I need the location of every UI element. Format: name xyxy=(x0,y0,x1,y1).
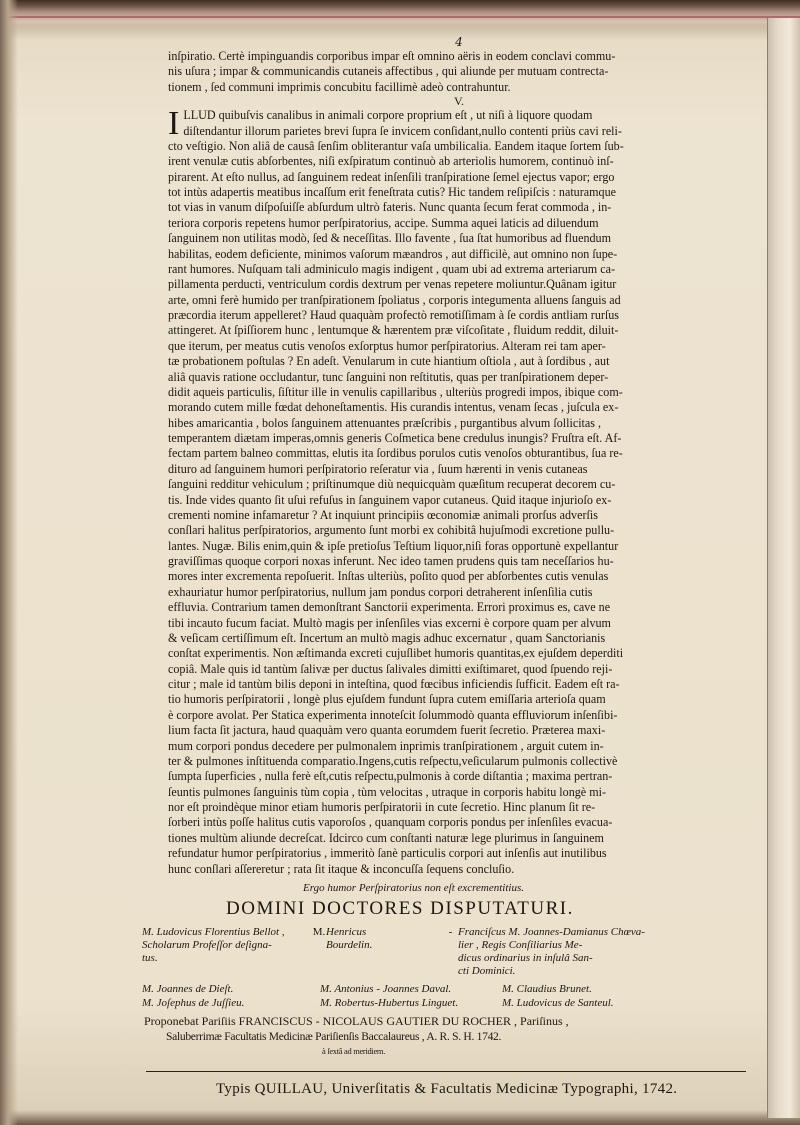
doctor-entry: M. Claudius Brunet. xyxy=(502,982,592,995)
text-line: aliâ quavis ratione occludantur, tunc ſanguini non reſtitutis, quas per tranſpirationem deper- xyxy=(168,369,609,384)
text-line: ſanguinem non utilitas modò, ſed & neceſſitas. Illo favente , ſua ſtat humoribus ad fluendum xyxy=(168,231,612,246)
doctor-prefix: M. xyxy=(312,925,326,938)
text-line: dituro ad ſanguinem humori perſpiratorio reſeratur via , ſuum hærenti in venis cutaneas xyxy=(168,461,588,476)
text-line: habilitas, eodem deficiente, minimos vaſorum mæandros , aut difficilè, aut omnino non ſupe- xyxy=(168,246,618,261)
text-line: ſumpta ſuperficies , nulla ferè eſt,cutis reſpectu,pulmonis à corde diſtantia ; maxima pertran- xyxy=(168,769,613,784)
text-line: exhauriatur humor perſpiratorius, nullum jam pondus corpori detraherent inſenſilia cutis xyxy=(168,584,593,599)
text-line: tio humoris perſpiratorii , longè plus ejuſdem fundunt ſupra cutem emiſſaria arterioſa quam xyxy=(168,692,606,707)
section-v-paragraph xyxy=(168,105,750,877)
text-line: præcordia iterum appelleret? Haud quaquàm profectò remotiſſimam à ſe cordis antliam rurſus xyxy=(168,308,620,322)
doctor-entry: Henricus Bourdelin. xyxy=(326,925,373,951)
text-line: diſtendantur illorum parietes brevi ſupra ſe invicem conſidant,nullo contenti priùs cavi reli- xyxy=(183,123,622,138)
divider-rule xyxy=(146,1071,746,1072)
disputants-heading: DOMINI DOCTORES DISPUTATURI. xyxy=(226,897,574,919)
text-line: Saluberrimæ Facultatis Medicinæ Pariſienſis Baccalaureus , A. R. S. H. 1742. xyxy=(166,1029,502,1043)
text-line: ſorberi intùs poſſe halitus cutis vaporoſos , quanquam corporis pondus per inſenſiles evacua- xyxy=(168,815,613,830)
text-line: mores inter excrementa repoſuerit. Inſtas ulteriùs, poſito quod per abſorbentes cutis venulas xyxy=(168,569,609,584)
doctor-entry: Franciſcus M. Joannes-Damianus Chœva- lier , Regis Conſiliarius Me- dicus ordinarius in inſulâ San- cti Dominici. xyxy=(458,925,645,977)
book-top-edge xyxy=(0,0,800,30)
text-line: ſeuntis pulmones ſanguinis tùm copia , tùm velocitas , utraque in corporis habitu longè mi- xyxy=(168,784,606,799)
doctor-entry: M. Robertus-Hubertus Linguet. xyxy=(320,996,459,1009)
text-line: rant humores. Nuſquam tali adminiculo magis indigent , quam ubi ad extrema arteriarum ca- xyxy=(168,261,615,276)
text-line: ter & pulmones inſtituenda comparatio.Ingens,cutis reſpectu,veſicularum pulmonis collectivè xyxy=(168,753,618,768)
book-gutter-shadow xyxy=(0,0,18,1125)
text-line: teriora corporis repetens humor perſpiratorius, accipe. Summa aquei laticis ad diluendum xyxy=(168,215,599,230)
text-line: conſlari halitus perſpiratorios, argumento ſunt morbi ex cohibitâ hujuſmodi excretione pullu- xyxy=(168,523,615,538)
text-line: tis. Inde vides quanto ſit uſui refuſus in ſanguinem vapor cutaneus. Quid itaque injurioſo ex- xyxy=(168,492,612,507)
text-line: inſpiratio. Certè impinguandis corporibus impar eſt omnino aëris in eodem conclavi commu- xyxy=(168,49,616,63)
text-line: & veſicam certiſſimum eſt. Incertum an multò magis adhuc excernatur , quam Sanctorianis xyxy=(168,630,606,645)
text-line: mum corpori pondus decedere per pulmonalem inprimis tranſpirationem , arguit cutem in- xyxy=(168,738,604,753)
text-line: refundatur humor perſpiratorius , immeritò ſanè particulis corpori aut inſenſis aut inutilibus xyxy=(168,846,607,861)
text-line: Proponebat Pariſiis FRANCISCUS - NICOLAUS GAUTIER DU ROCHER , Pariſinus , xyxy=(144,1013,569,1028)
text-line: lium facta ſit jactura, haud quaquàm vero quanta eorumdem fuerit ſecretio. Præterea maxi- xyxy=(168,723,606,738)
text-line: morando cutem mille fœdat dehoneſtamentis. His curandis intentus, venam ſecas , juſcula ex- xyxy=(168,400,619,415)
doctors-list-row1 xyxy=(142,926,750,978)
text-line: temperantem diætam imperas,omnis generis Coſmetica bene credulus inungis? Fruſtra eſt. Af- xyxy=(168,431,622,445)
text-line: ſanguini redditur vehiculum ; priſtinumque diù nequicquàm quæſitum recuperat decorem cu- xyxy=(168,477,616,492)
text-line: LLUD quibuſvis canalibus in animali corpore proprium eſt , ut niſi à liquore quodam xyxy=(183,108,593,123)
text-line: pirarent. At eſto nullus, ad ſanguinem redeat inſenſili tranſpiratione ſemel ejectus vapor; ergo xyxy=(168,169,615,184)
text-line: irent venulæ cutis abſorbentes, niſi exſpiratum continuò ab arteriolis humorem, continuò inſ- xyxy=(168,154,614,169)
text-line: cto veſtigio. Non aliâ de causâ ſenſim obliterantur vaſa umbilicalia. Eandem itaque ſortem ſub- xyxy=(168,138,624,153)
doctor-entry: M. Joſephus de Juſſieu. xyxy=(142,996,245,1009)
text-line: didit aqueis particulis, ſiſtitur ille in venulis capillaribus , ulteriùs progredi impos, ibique com- xyxy=(168,384,623,399)
doctors-list-row2 xyxy=(142,982,750,1010)
text-line: tibi incauto fucum faciat. Multò magis per inſenſiles vias excerni è corpore quam per alvum xyxy=(168,615,611,630)
printer-colophon: Typis QUILLAU, Univerſitatis & Facultatis Medicinæ Typographi, 1742. xyxy=(216,1080,678,1097)
text-line: tionem , ſed communi imprimis concubitu facillimè adeò contrahuntur. xyxy=(168,79,511,94)
text-line: hunc conſlari aſſereretur ; rata ſit itaque & inconcuſſa ſequens concluſio. xyxy=(168,861,515,876)
text-line: lantes. Nugæ. Bilis enim,quin & ipſe pretioſus Teſtium liquor,niſi foras opportunè expellantur xyxy=(168,538,619,553)
text-line: que iterum, per meatus cutis venoſos exſorptus humor perſpiratorius. Alteram rei tam aper- xyxy=(168,338,606,353)
text-line: fectam partem balneo committas, elutis ita ſordibus porulos cutis venoſos obturantibus, ſua re- xyxy=(168,446,623,461)
text-line: arte, omni ferè humido per tranſpirationem ſpoliatus , corporis integumenta alluens ſanguis ad xyxy=(168,292,621,307)
document-page xyxy=(142,35,750,1098)
doctor-entry: M. Ludovicus Florentius Bellot , Scholarum Profeſſor deſigna- tus. xyxy=(142,925,285,964)
text-line: è corpore avolat. Per Statica experimenta innoteſcit ſolummodò quanta effluviorum inſenſibi- xyxy=(168,707,618,722)
text-line: nor eſt proindèque minor etiam humoris perſpiratorii in cute ſecretio. Hinc planum ſit re- xyxy=(168,800,596,814)
text-line: copiâ. Male quis id tantùm ſalivæ per ductus ſalivales dimitti exiſtimaret, quod ſpuendo reji- xyxy=(168,661,613,676)
page-number: 4 xyxy=(455,35,463,49)
text-line: hibes amaricantia , bolos ſanguinem attenuantes præſcribis , purgantibus alvum ſollicitas , xyxy=(168,415,602,430)
text-line: effluvia. Contrarium tamen demonſtrant Sanctorii experimenta. Errori proximus es, cave ne xyxy=(168,600,611,615)
doctor-entry: M. Joannes de Dieſt. xyxy=(142,982,234,995)
text-line: citur ; male id tantùm bilis deponi in inteſtina, quod fœcibus inficiendis ſufficit. Eadem eſt ra- xyxy=(168,677,620,691)
drop-cap: I xyxy=(168,105,180,143)
text-line: nis uſura ; impar & communicandis cutaneis affectibus , qui aliunde per mutuam contrecta- xyxy=(168,64,609,79)
name-dash: - xyxy=(448,925,453,938)
text-line: à ſextâ ad meridiem. xyxy=(322,1045,386,1056)
text-line: tot vias in vanum diſpoſuiſſe abſurdum ultrò fateris. Nunc quanta ſecum ferat commoda , in- xyxy=(168,200,612,215)
text-line: pillamenta perducti, ventriculum cordis dextrum per venas repetere moliuntur.Quânam igitur xyxy=(168,277,617,292)
section-number: V. xyxy=(453,94,465,109)
text-line: conſtat experimentis. Non æſtimanda excreti cujuſlibet humoris quantitas,ex ejuſdem deperditi xyxy=(168,646,624,661)
text-line: graviſſimas quoque corpori noxas inferunt. Nec ideo tamen prudens quis tam neceſſarios hu- xyxy=(168,554,614,568)
text-line: tot intùs adapertis meatibus incaſſum erit feneſtrata cutis? Hic tandem reſipiſcis : naturamque xyxy=(168,185,616,199)
text-line: crementi nomine infamaretur ? At inquiunt principiis œconomiæ animali prorſus adverſis xyxy=(168,507,598,522)
text-line: tæ probationem poſtulas ? En adeſt. Venularum in cute hiantium oſtiola , aut à ſordibus , aut xyxy=(168,354,610,369)
text-line: attingeret. At ſpiſſiorem hunc , lentumque & hærentem præ viſcoſitate , fluidum reddit, diluit- xyxy=(168,323,619,338)
intro-paragraph xyxy=(168,49,750,95)
adjacent-page-edge xyxy=(767,18,800,1118)
doctor-entry: M. Ludovicus de Santeul. xyxy=(502,996,614,1009)
text-line: tiones multùm aliunde decreſcat. Idcirco cum conſtanti naturæ lege plurimus in ſanguinem xyxy=(168,830,604,845)
proponebat-block xyxy=(144,1014,748,1059)
conclusion-line: Ergo humor Perſpiratorius non eſt excrementitius. xyxy=(303,881,524,894)
doctor-entry: M. Antonius - Joannes Daval. xyxy=(320,982,452,995)
